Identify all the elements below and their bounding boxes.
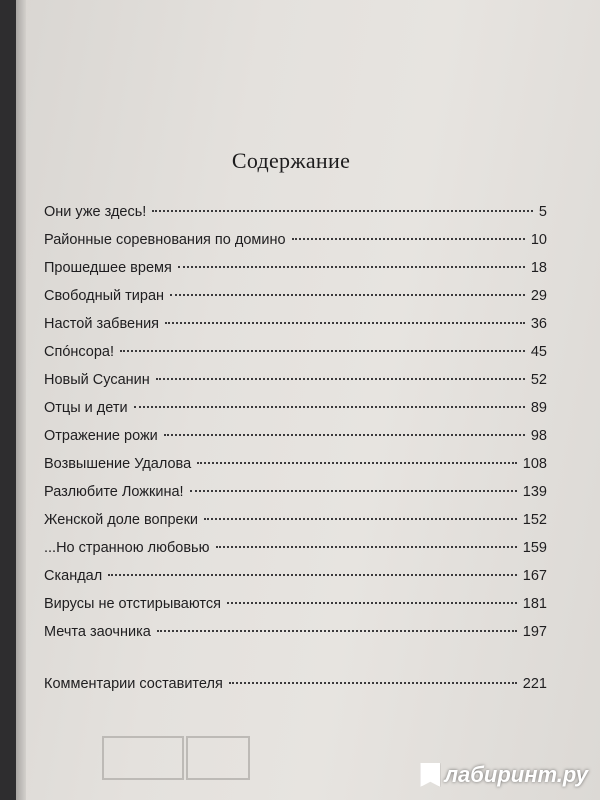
toc-entry-title: Комментарии составителя bbox=[44, 676, 223, 692]
toc-entry-title: Свободный тиран bbox=[44, 288, 165, 304]
toc-entry bbox=[44, 596, 547, 612]
toc-entry-page: 221 bbox=[522, 676, 547, 692]
page-edge bbox=[16, 0, 26, 800]
labirint-watermark bbox=[420, 762, 588, 788]
toc-entry-page: 108 bbox=[522, 456, 547, 472]
toc-entry-title: Настой забвения bbox=[44, 316, 160, 332]
toc-entry-page: 45 bbox=[530, 344, 547, 360]
dot-leader bbox=[120, 350, 525, 352]
dot-leader bbox=[204, 518, 517, 520]
toc-entry-page: 5 bbox=[538, 204, 547, 220]
book-page bbox=[16, 0, 600, 800]
dot-leader bbox=[157, 630, 517, 632]
toc-entry bbox=[44, 540, 547, 556]
toc-entry-page: 197 bbox=[522, 624, 547, 640]
labirint-logo-icon bbox=[420, 763, 440, 787]
toc-entry-page: 29 bbox=[530, 288, 547, 304]
toc-entry bbox=[44, 344, 547, 360]
toc-entry bbox=[44, 288, 547, 304]
show-through-text bbox=[128, 720, 131, 735]
toc-entry-title: Скандал bbox=[44, 568, 103, 584]
dot-leader bbox=[134, 406, 525, 408]
toc-entry-page: 181 bbox=[522, 596, 547, 612]
dot-leader bbox=[216, 546, 517, 548]
toc-entry-page: 98 bbox=[530, 428, 547, 444]
toc-entry-title: Спóнсора! bbox=[44, 344, 115, 360]
toc-entry-commentary bbox=[44, 676, 547, 692]
dot-leader bbox=[229, 682, 517, 684]
toc-entry-page: 167 bbox=[522, 568, 547, 584]
toc-entry-title: Районные соревнования по домино bbox=[44, 232, 286, 248]
toc-entry bbox=[44, 372, 547, 388]
toc-entry-title: Разлюбите Ложкина! bbox=[44, 484, 184, 500]
toc-entry bbox=[44, 456, 547, 472]
toc-entry bbox=[44, 568, 547, 584]
toc-entry-page: 10 bbox=[530, 232, 547, 248]
toc-entry bbox=[44, 316, 547, 332]
toc-entry-title: Женской доле вопреки bbox=[44, 512, 199, 528]
dot-leader bbox=[108, 574, 517, 576]
dot-leader bbox=[227, 602, 517, 604]
toc-entry-title: Отцы и дети bbox=[44, 400, 128, 416]
toc-entry-page: 152 bbox=[522, 512, 547, 528]
toc-entry-title: Они уже здесь! bbox=[44, 204, 147, 220]
toc-entry-title: Вирусы не отстирываются bbox=[44, 596, 222, 612]
toc-entry bbox=[44, 260, 547, 276]
toc-entry bbox=[44, 204, 547, 220]
dot-leader bbox=[164, 434, 525, 436]
dot-leader bbox=[165, 322, 525, 324]
toc-entry-title: Прошедшее время bbox=[44, 260, 172, 276]
toc-entry-page: 139 bbox=[522, 484, 547, 500]
dot-leader bbox=[152, 210, 533, 212]
dot-leader bbox=[156, 378, 525, 380]
toc-entry bbox=[44, 428, 547, 444]
toc-entry-page: 159 bbox=[522, 540, 547, 556]
toc-entry bbox=[44, 624, 547, 640]
toc-entry-title: Новый Сусанин bbox=[44, 372, 150, 388]
toc-entry bbox=[44, 484, 547, 500]
toc-entry bbox=[44, 512, 547, 528]
toc-entry-page: 36 bbox=[530, 316, 547, 332]
dot-leader bbox=[292, 238, 525, 240]
toc-entry bbox=[44, 232, 547, 248]
dot-leader bbox=[190, 490, 517, 492]
toc-entry-page: 89 bbox=[530, 400, 547, 416]
dot-leader bbox=[178, 266, 525, 268]
toc-entry bbox=[44, 400, 547, 416]
toc-entry-page: 52 bbox=[530, 372, 547, 388]
show-through-eac-mark bbox=[186, 736, 250, 780]
dot-leader bbox=[170, 294, 525, 296]
toc-title: Содержание bbox=[231, 148, 351, 173]
toc-entry-title: Отражение рожи bbox=[44, 428, 158, 444]
watermark-text: лабиринт.ру bbox=[444, 762, 588, 787]
toc-entry-title: ...Но странною любовью bbox=[44, 540, 210, 556]
show-through-text bbox=[78, 52, 81, 67]
toc-entry-page: 18 bbox=[530, 260, 547, 276]
toc-entry-title: Возвышение Удалова bbox=[44, 456, 192, 472]
dot-leader bbox=[197, 462, 517, 464]
toc-entry-title: Мечта заочника bbox=[44, 624, 151, 640]
show-through-age-badge bbox=[102, 736, 184, 780]
